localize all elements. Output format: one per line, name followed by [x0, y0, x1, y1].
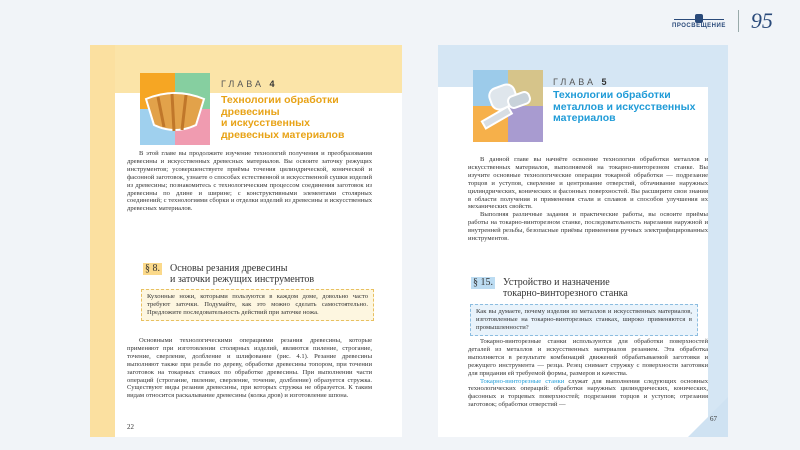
page-number: 22 [127, 423, 134, 431]
chapter-label: ГЛАВА 4 [221, 79, 278, 89]
right-page [438, 45, 728, 437]
wooden-bowl-icon [142, 85, 208, 135]
logo-divider [738, 10, 739, 32]
publisher-logo [672, 8, 773, 34]
anniversary-mark: 95 [750, 8, 773, 33]
chapter-title: Технологии обработки металлов и искусственных материалов [553, 89, 696, 124]
question-box: Кухонные ножи, которыми пользуются в каждом доме, довольно часто требуют заточки. Подумайте, как это можно сделать самостоятельно. Предложите последовательность действий при заточке ножа. [141, 289, 374, 321]
lathe-part-icon [476, 80, 540, 135]
section-body: Токарно-винторезные станки используются для обработки поверхностей деталей из металлов и искусственных материалов резанием. Эта обработка выполняется в результате комбинаций движений обрабатываемой заготовки и режущего инструмента — резца. Резец снимает стружку с поверхности заготовки для придания ей требуемой формы, размеров и качества. Токарно-винторезные станки служат для выполнения следующих основных технологических операций: обработки наружных цилиндрических, конических, фасонных и торцевых поверхностей; подрезания торцов и уступов; отрезания заготовок; обработки отверстий — [468, 338, 708, 409]
left-page [90, 45, 402, 437]
section-heading: § 15. Устройство и назначение токарно-винторезного станка [473, 277, 628, 299]
term-link: Токарно-винторезные станки [480, 377, 565, 385]
logo-emblem-icon [674, 19, 724, 20]
page-side-strip [90, 45, 115, 437]
chapter-label: ГЛАВА 5 [553, 77, 610, 87]
section-body: Основными технологическими операциями резания древесины, которые применяют при изготовлении столярных изделий, являются пиление, строгание, точение, сверление, долбление и шлифование (рис. 4.1). Резание древесины выполняют также при резьбе по дереву, обработке древесины топором, при точении заготовок на токарных станках по обработке древесины. При выполнении части операций (строгание, пиление, сверление, точение, долбление) образуется стружка. Существуют виды резания древесины, при которых стружка не образуется. К таким видам относится раскалывание древесины (колка дров) и изготовление шпона. [127, 337, 372, 400]
chapter-intro: В данной главе вы начнёте освоение технологии обработки металлов и искусственных материалов, выполняемой на токарно-винторезном станке. Вы изучите основные технологические операции токарной обработки — подрезание торцов и уступов, сверление и центрование отверстий, обтачивание наружных цилиндрических, конических и фасонных поверхностей. Вы расширите свои знания в области получения и применения стали и сплавов и способов улучшения их механических свойств. Выполняя различные задания и практические работы, вы освоите приёмы работы на токарно-винторезном станке, последовательность нарезания наружной и внутренней резьбы, безопасные приёмы применения ручных электрифицированных инструментов. [468, 156, 708, 243]
chapter-intro: В этой главе вы продолжите изучение технологий получения и преобразования древесины и искусственных древесных материалов. Вы освоите заточку режущих инструментов; усовершенствуете приёмы точения цилиндрической, конической и фасонной заготовок, узнаете о способах естественной и искусственной сушки изделий из древесины; познакомитесь с технологическим процессом соединения заготовок из древесины по длине и ширине; с конструктивными элементами столярных соединений; с технологиями сборки и отделки изделий из древесины и искусственных древесных материалов. [127, 150, 372, 213]
question-box: Как вы думаете, почему изделия из металлов и искусственных материалов, изготовленные на токарно-винторезных станках, широко применяются в промышленности? [470, 304, 698, 336]
chapter-title: Технологии обработки древесины и искусственных древесных материалов [221, 94, 345, 141]
page-number: 67 [710, 415, 717, 423]
page-side-strip [708, 45, 728, 437]
publisher-name: ПРОСВЕЩЕНИЕ [672, 23, 726, 29]
section-heading: § 8. Основы резания древесины и заточки режущих инструментов [145, 263, 315, 285]
